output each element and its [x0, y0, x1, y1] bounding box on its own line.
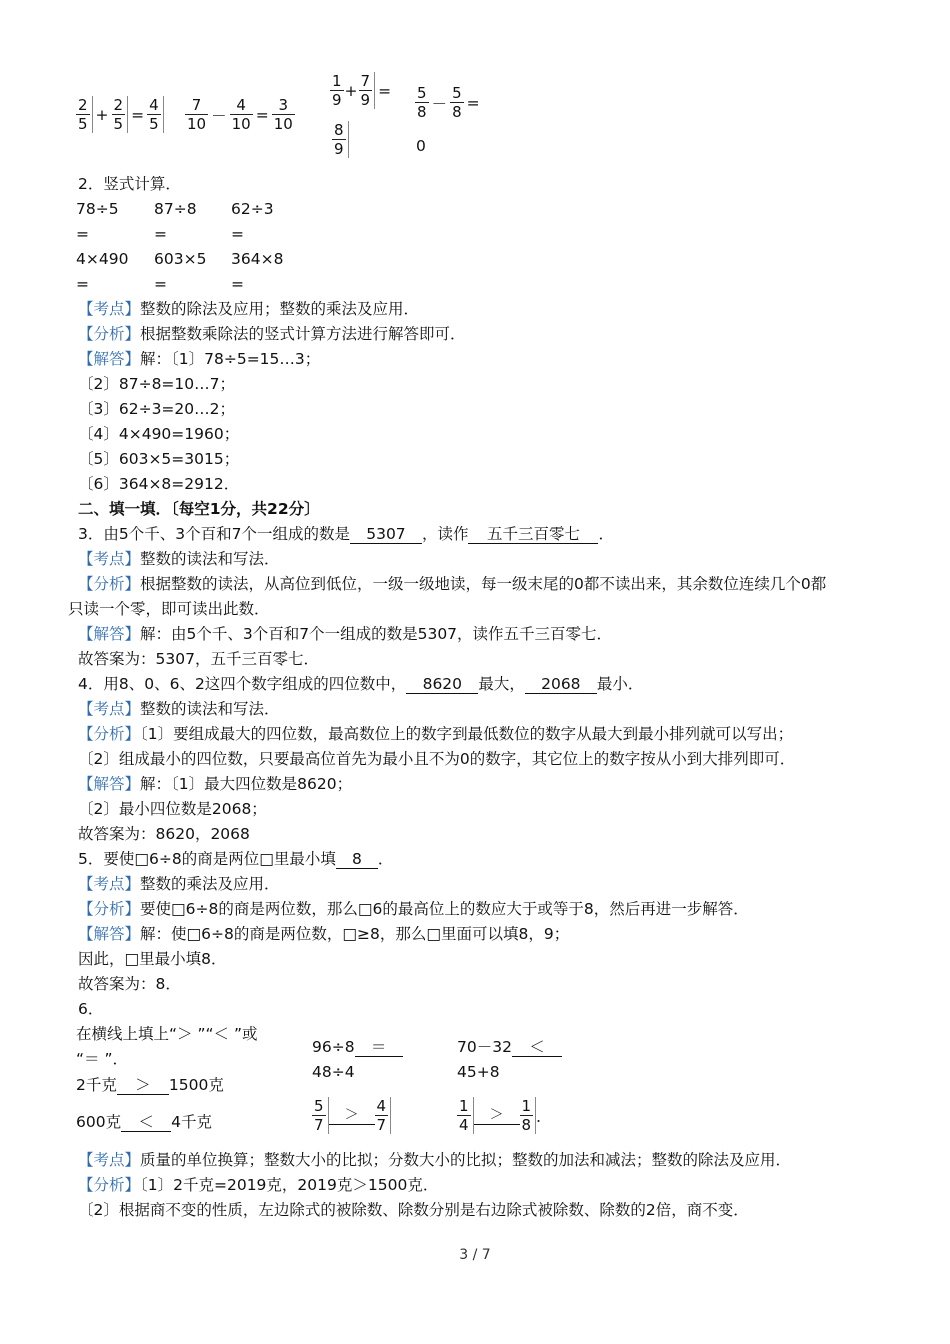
section-2-title: 二、填一填．〔每空1分，共22分〕	[78, 500, 320, 518]
calc-603x5: 603×5	[154, 250, 207, 268]
fraction-expression-4: $\frac{5}{8}$ － $\frac{5}{8}$ =	[417, 84, 480, 121]
compare-fractions-7: $\frac{5}{7}$ ＞ $\frac{4}{7}$	[312, 1097, 391, 1134]
answer-blank: ＜	[512, 1038, 562, 1057]
equals-sign: =	[231, 275, 244, 293]
q3-fenxi: 【分析】根据整数的读法，从高位到低位，一级一级地读，每一级末尾的0都不读出来，其余数位连续几个0都	[78, 575, 827, 593]
q3-answer: 故答案为：5307，五千三百零七．	[78, 650, 319, 668]
q5-answer: 故答案为：8．	[78, 975, 181, 993]
q3-kaodian: 【考点】整数的读法和写法．	[78, 550, 280, 568]
equals-sign: =	[154, 225, 167, 243]
answer-blank: 8620	[406, 675, 478, 694]
q5-step-2: 因此，□里最小填8．	[78, 950, 227, 968]
compare-48div4: 48÷4	[312, 1063, 355, 1081]
calc-78div5: 78÷5	[76, 200, 119, 218]
calc-87div8: 87÷8	[154, 200, 197, 218]
q6-fenxi: 【分析】〔1〕2千克=2019克，2019克＞1500克．	[78, 1176, 439, 1194]
compare-2kg: 2千克 ＞ 1500克	[76, 1076, 224, 1094]
answer-blank: ＞	[474, 1106, 520, 1125]
q3-fenxi-cont: 只读一个零，即可读出此数．	[68, 600, 270, 618]
compare-45plus8: 45+8	[457, 1063, 500, 1081]
q4-fenxi-cont: 〔2〕组成最小的四位数，只要最高位首先为最小且不为0的数字，其它位上的数字按从小到大排列即可．	[78, 750, 796, 768]
fraction-result-3: $\frac{8}{9}$	[332, 121, 349, 158]
q4-jieda: 【解答】解：〔1〕最大四位数是8620；	[78, 775, 353, 793]
q2-step-5: 〔5〕603×5=3015；	[78, 450, 240, 468]
compare-fractions-quarter-eighth: $\frac{1}{4}$ ＞ $\frac{1}{8}$ ．	[459, 1097, 552, 1134]
q2-step-6: 〔6〕364×8=2912．	[78, 475, 240, 493]
compare-70minus32: 70－32 ＜	[457, 1037, 562, 1057]
compare-96div8: 96÷8 ＝	[312, 1037, 403, 1057]
page-number: 3 / 7	[459, 1247, 491, 1263]
question-2-title: 2．竖式计算．	[78, 175, 181, 193]
q2-fenxi: 【分析】根据整数乘除法的竖式计算方法进行解答即可．	[78, 325, 466, 343]
q6-instruction-cont: “＝ ”．	[76, 1050, 128, 1068]
fraction-expression-3: $\frac{1}{9}$ + $\frac{7}{9}$ =	[332, 72, 392, 109]
q5-fenxi: 【分析】要使□6÷8的商是两位数，那么□6的最高位上的数应大于或等于8，然后再进一步解答．	[78, 900, 749, 918]
equals-sign: =	[76, 225, 89, 243]
q5-kaodian: 【考点】整数的乘法及应用．	[78, 875, 280, 893]
answer-blank: 2068	[525, 675, 597, 694]
calc-62div3: 62÷3	[231, 200, 274, 218]
q2-step-3: 〔3〕62÷3=20…2；	[78, 400, 236, 418]
q4-step-2: 〔2〕最小四位数是2068；	[78, 800, 267, 818]
answer-blank: ＞	[329, 1106, 375, 1125]
answer-blank: 8	[336, 850, 378, 869]
answer-blank: ＝	[355, 1038, 403, 1057]
question-5: 5．要使□6÷8的商是两位□里最小填 8 ．	[78, 850, 394, 868]
answer-blank: ＜	[121, 1113, 171, 1132]
q4-kaodian: 【考点】整数的读法和写法．	[78, 700, 280, 718]
q4-answer: 故答案为：8620，2068	[78, 825, 250, 843]
question-4: 4．用8、0、6、2这四个数字组成的四位数中， 8620 最大， 2068 最小．	[78, 675, 644, 693]
fraction-result-4: 0	[416, 137, 426, 155]
answer-blank: 5307	[350, 525, 422, 544]
calc-364x8: 364×8	[231, 250, 284, 268]
q2-step-2: 〔2〕87÷8=10…7；	[78, 375, 236, 393]
calc-4x490: 4×490	[76, 250, 129, 268]
q2-jieda: 【解答】解：〔1〕78÷5=15…3；	[78, 350, 321, 368]
equals-sign: =	[231, 225, 244, 243]
q6-instruction: 在横线上填上“＞ ”“＜ ”或	[76, 1025, 258, 1043]
q6-kaodian: 【考点】质量的单位换算；整数大小的比拟；分数大小的比拟；整数的加法和减法；整数的除法及应用．	[78, 1151, 792, 1169]
compare-600g: 600克 ＜ 4千克	[76, 1113, 212, 1131]
fraction-expression-2: $\frac{7}{10}$ － $\frac{4}{10}$ = $\frac{3}{10}$	[187, 96, 293, 133]
equals-sign: =	[154, 275, 167, 293]
question-6-number: 6．	[78, 1000, 104, 1018]
q5-jieda: 【解答】解：使□6÷8的商是两位数，□≥8，那么□里面可以填8，9；	[78, 925, 570, 943]
q3-jieda: 【解答】解：由5个千、3个百和7个一组成的数是5307，读作五千三百零七．	[78, 625, 613, 643]
fraction-expression-1: $\frac{2}{5}$ + $\frac{2}{5}$ = $\frac{4}{5}$	[76, 96, 164, 133]
answer-blank: ＞	[117, 1076, 169, 1095]
q2-kaodian: 【考点】整数的除法及应用；整数的乘法及应用．	[78, 300, 420, 318]
q6-fenxi-cont: 〔2〕根据商不变的性质，左边除式的被除数、除数分别是右边除式被除数、除数的2倍，商不变．	[78, 1201, 749, 1219]
answer-blank: 五千三百零七	[468, 525, 598, 544]
equals-sign: =	[76, 275, 89, 293]
q2-step-4: 〔4〕4×490=1960；	[78, 425, 240, 443]
question-3: 3．由5个千、3个百和7个一组成的数是 5307 ，读作 五千三百零七 ．	[78, 525, 614, 543]
q4-fenxi: 【分析】〔1〕要组成最大的四位数，最高数位上的数字到最低数位的数字从最大到最小排列就可以写出；	[78, 725, 794, 743]
